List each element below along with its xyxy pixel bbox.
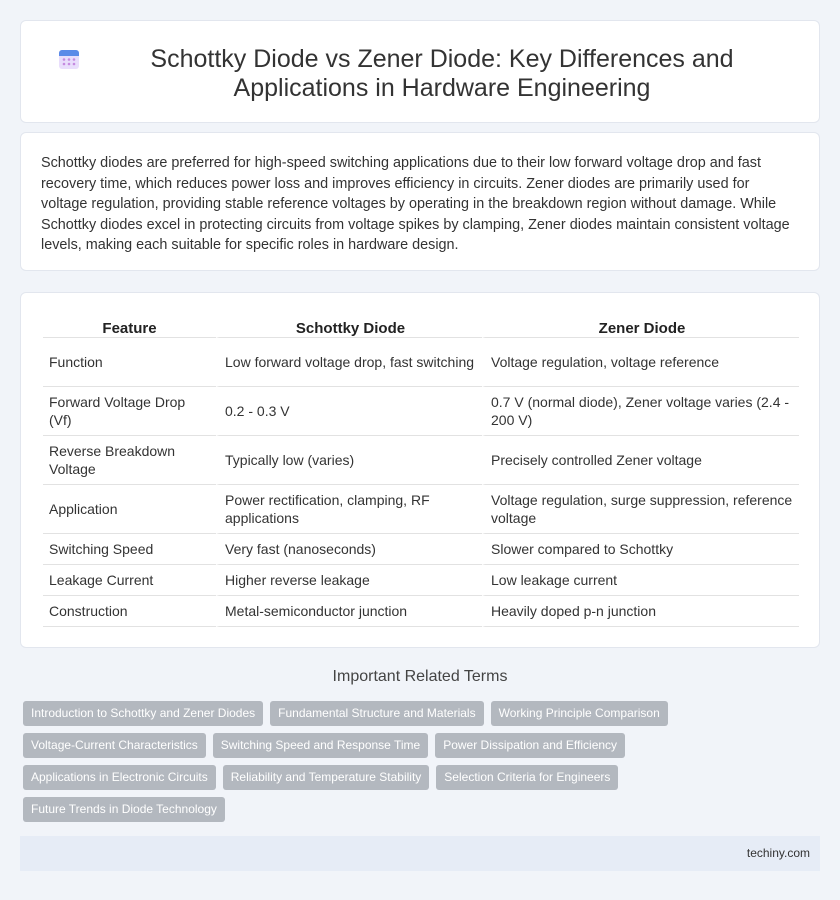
table-row bbox=[43, 485, 799, 534]
table-row bbox=[43, 534, 799, 565]
cell-zener: Slower compared to Schottky bbox=[482, 534, 799, 565]
related-tag[interactable]: Future Trends in Diode Technology bbox=[23, 797, 225, 822]
intro-card bbox=[20, 132, 820, 271]
cell-feature: Leakage Current bbox=[43, 565, 216, 596]
cell-feature: Application bbox=[43, 485, 216, 534]
related-tag[interactable]: Voltage-Current Characteristics bbox=[23, 733, 206, 758]
cell-schottky: Very fast (nanoseconds) bbox=[216, 534, 482, 565]
cell-schottky: Higher reverse leakage bbox=[216, 565, 482, 596]
footer bbox=[20, 836, 820, 871]
related-tag[interactable]: Selection Criteria for Engineers bbox=[436, 765, 618, 790]
table-row bbox=[43, 436, 799, 485]
table-header-row bbox=[43, 311, 799, 338]
cell-feature: Switching Speed bbox=[43, 534, 216, 565]
cell-zener: Heavily doped p-n junction bbox=[482, 596, 799, 627]
header-feature: Feature bbox=[43, 311, 216, 338]
related-tag[interactable]: Working Principle Comparison bbox=[491, 701, 668, 726]
header-zener: Zener Diode bbox=[482, 311, 799, 338]
related-tag[interactable]: Power Dissipation and Efficiency bbox=[435, 733, 625, 758]
cell-zener: Precisely controlled Zener voltage bbox=[482, 436, 799, 485]
related-tag[interactable]: Reliability and Temperature Stability bbox=[223, 765, 430, 790]
related-tag[interactable]: Switching Speed and Response Time bbox=[213, 733, 428, 758]
footer-site[interactable]: techiny.com bbox=[746, 846, 810, 860]
cell-schottky: Typically low (varies) bbox=[216, 436, 482, 485]
cell-zener: Voltage regulation, surge suppression, reference voltage bbox=[482, 485, 799, 534]
related-terms-tags bbox=[23, 701, 823, 829]
cell-schottky: 0.2 - 0.3 V bbox=[216, 387, 482, 436]
page-title: Schottky Diode vs Zener Diode: Key Differences and Applications in Hardware Engineering bbox=[150, 45, 734, 102]
cell-schottky: Low forward voltage drop, fast switching bbox=[216, 338, 482, 387]
related-tag[interactable]: Introduction to Schottky and Zener Diodes bbox=[23, 701, 263, 726]
comparison-table bbox=[43, 311, 799, 627]
table-row bbox=[43, 596, 799, 627]
table-row bbox=[43, 338, 799, 387]
related-tag[interactable]: Fundamental Structure and Materials bbox=[270, 701, 483, 726]
comparison-table-card bbox=[20, 292, 820, 648]
cell-schottky: Metal-semiconductor junction bbox=[216, 596, 482, 627]
table-row bbox=[43, 565, 799, 596]
intro-paragraph: Schottky diodes are preferred for high-speed switching applications due to their low forward voltage drop and fast recovery time, which reduces power loss and improves efficiency in circuits. Zener diodes are primarily used for voltage regulation, providing stable reference voltages by operating in the breakdown region without damage. While Schottky diodes excel in protecting circuits from voltage spikes by clamping, Zener diodes maintain consistent voltage levels, making each suitable for specific roles in hardware design. bbox=[41, 155, 790, 253]
cell-feature: Forward Voltage Drop (Vf) bbox=[43, 387, 216, 436]
cell-feature: Function bbox=[43, 338, 216, 387]
header-card bbox=[20, 20, 820, 123]
cell-zener: 0.7 V (normal diode), Zener voltage varies (2.4 - 200 V) bbox=[482, 387, 799, 436]
header-schottky: Schottky Diode bbox=[216, 311, 482, 338]
related-terms-title: Important Related Terms bbox=[332, 668, 508, 685]
cell-feature: Reverse Breakdown Voltage bbox=[43, 436, 216, 485]
related-tag[interactable]: Applications in Electronic Circuits bbox=[23, 765, 216, 790]
cell-schottky: Power rectification, clamping, RF applications bbox=[216, 485, 482, 534]
cell-zener: Low leakage current bbox=[482, 565, 799, 596]
table-row bbox=[43, 387, 799, 436]
calendar-grid-icon bbox=[57, 47, 81, 71]
cell-feature: Construction bbox=[43, 596, 216, 627]
cell-zener: Voltage regulation, voltage reference bbox=[482, 338, 799, 387]
